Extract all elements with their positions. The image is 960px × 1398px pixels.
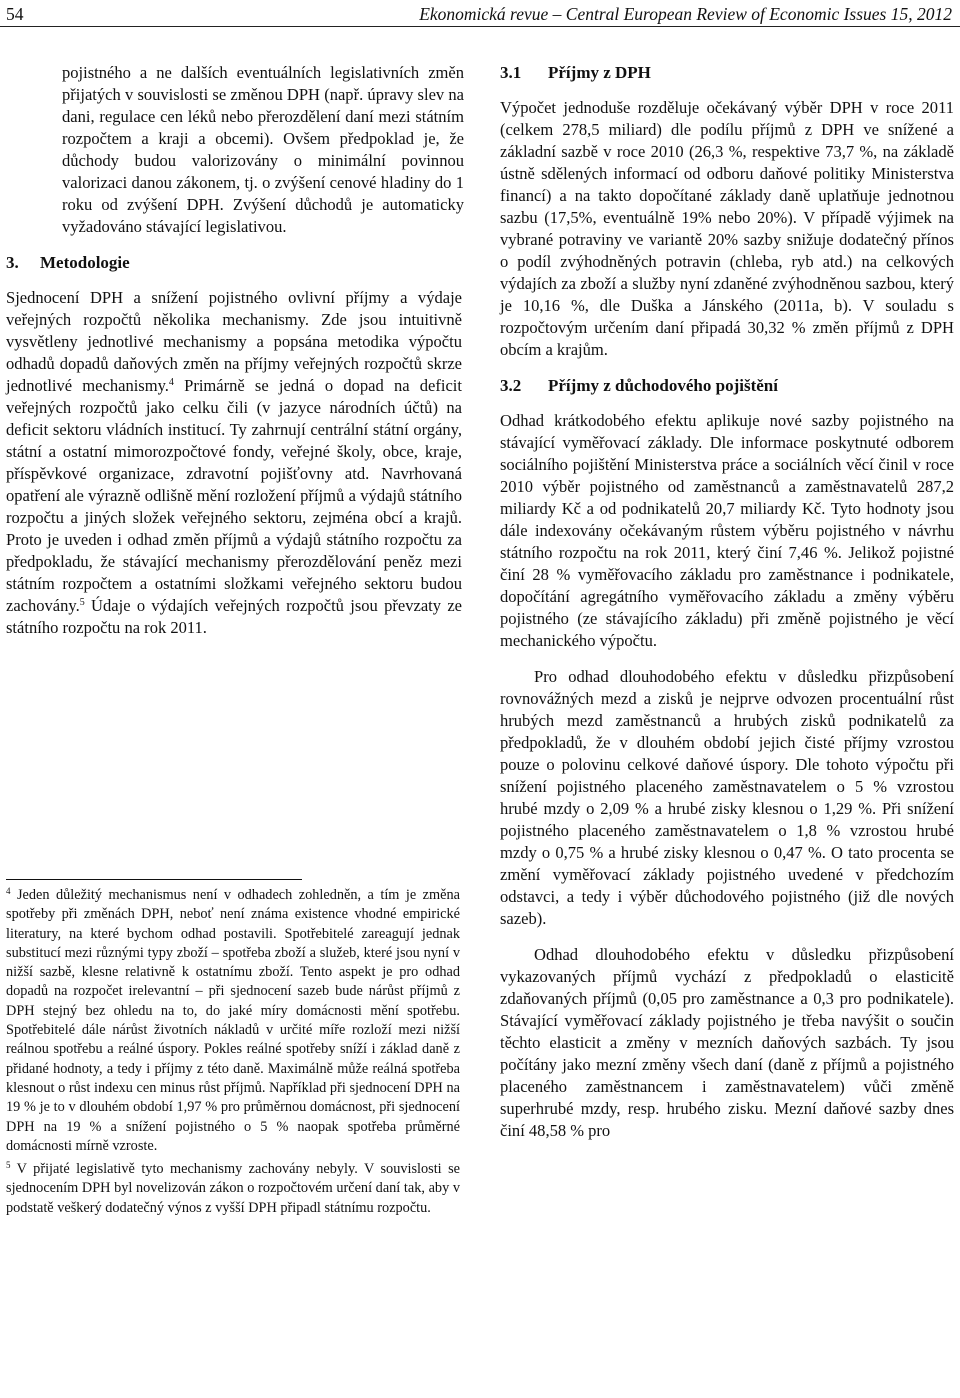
footnote-text: V přijaté legislativě tyto mechanismy zachovány nebyly. V souvislosti se sjednocením DPH byl novelizován zákon o rozpočtovém určení daní tak, aby v podstatě veškerý dodatečný výnos z vyšší DPH připadl státnímu rozpočtu. bbox=[6, 1161, 460, 1216]
section-3-2-heading bbox=[500, 375, 954, 397]
section-3-1-heading bbox=[500, 62, 954, 84]
header-rule bbox=[0, 26, 960, 27]
footnotes bbox=[6, 886, 460, 1222]
right-column bbox=[500, 62, 954, 1142]
footnote-5 bbox=[6, 1160, 460, 1218]
footnote-ref-4[interactable]: 4 bbox=[168, 377, 174, 388]
lead-paragraph: pojistného a ne dalších eventuálních legislativních změn přijatých v souvislosti se změnou DPH (např. úpravy slev na dani, regulace cen léků nebo přerozdělení daní mezi státním rozpočtem a kraji a obcemi). Ovšem předpoklad je, že důchody budou valorizovány o minimální povinnou valorizaci danou zákonem, tj. o zvýšení cenové hladiny do 1 roku od zvýšení DPH. Zvýšení důchodů je automaticky vyžadováno stávající legislativou. bbox=[62, 63, 464, 236]
footnote-4 bbox=[6, 886, 460, 1156]
running-header bbox=[6, 4, 952, 26]
section-3-number: 3. bbox=[6, 253, 19, 272]
footnote-text: Jeden důležitý mechanismus není v odhadech zohledněn, a tím je změna spotřeby při změnách DPH, neboť není známa existence vhodné empirické literatury, na které bychom odhad postavili. Spotřebitelé zareagují jednak substitucí mezi různými typy zboží – spotřeba zboží a služeb, které jsou nyní v nižší sazbě, klesne relativně k ostatnímu zboží. Tento aspekt je pro odhad dopadů na rozpočet irelevantní – při sjednocení sazeb bude nárůst příjmů z DPH stejný bez ohledu na to, do jaké míry domácnosti mění spotřebu. Spotřebitelé dále nárůst životních nákladů v určité míře rozloží mezi nižší reálnou spotřebu a reálné úspory. Pokles reálné spotřeby sníží i základ daně z přidané hodnoty, a tedy i příjmy z této daně. Maximálně může reálná spotřeba klesnout o růst indexu cen minus růst příjmů. Například při sjednocení DPH na 19 % je to v dlouhém období 1,97 % pro průměrnou domácnost, při sjednocení DPH na 19 % a snížení pojistného o 5 % naopak spotřeba průměrné domácnosti mírně vzroste. bbox=[6, 887, 460, 1154]
section-3-title: Metodologie bbox=[40, 253, 130, 272]
methodology-paragraph: Sjednocení DPH a snížení pojistného ovlivní příjmy a výdaje veřejných rozpočtů několika mechanismy. Zde jsou intuitivně vysvětleny jednotlivé mechanismy a popsána metodika výpočtu odhadů dopadů daňových změn na příjmy veřejných rozpočtů skrze jednotlivé mechanismy.$^4$ Primárně se jedná o dopad na deficit veřejných rozpočtů jako celku čili (v jazyce národních účtů) na deficit sektoru vládních institucí. Ty zahrnují centrální státní orgány, státní a ostatní mimorozpočtové fondy, veřejné školy, obce, kraje, příspěvkové organizace, zdravotní pojišťovny atd. Navrhovaná opatření ale výrazně odlišně mění rozložení příjmů a výdajů státního rozpočtu a jiných složek veřejného sektoru, zejména obcí a krajů. Proto je uveden i odhad změn příjmů a výdajů státního rozpočtu za předpokladu, že stávající mechanismy přerozdělování peněz mezi státním rozpočtem a ostatními složkami veřejného sektoru budou zachovány.$^5$ Údaje o výdajích veřejných rozpočtů jsou převzaty ze státního rozpočtu na rok 2011. bbox=[6, 288, 462, 637]
section-3-2-number: 3.2 bbox=[500, 376, 522, 395]
pension-paragraph-1: Odhad krátkodobého efektu aplikuje nové sazby pojistného na stávající vyměřovací základy. Dle informace poskytnuté odborem sociálního pojištění Ministerstva práce a sociálních věcí činil v roce 2010 výběr pojistného od zaměstnanců a zaměstnavatelů 287,2 miliardy Kč a od podnikatelů 20,7 miliardy Kč. Tyto hodnoty jsou dále indexovány očekávaným růstem výběru pojistného v návrhu státního rozpočtu na rok 2011, který činí 7,46 %. Jelikož pojistné činí 28 % vyměřovacího základu pro zaměstnance i podnikatele, dopočítání agregátního vyměřovacího základu a změny výběru pojistného (ze stávajícího základu) při změně pojistného je věcí mechanického výpočtu. bbox=[500, 411, 954, 650]
footnote-ref-5[interactable]: 5 bbox=[79, 597, 85, 608]
journal-title: Ekonomická revue – Central European Review of Economic Issues 15, 2012 bbox=[419, 4, 952, 24]
pension-paragraph-3: Odhad dlouhodobého efektu v důsledku přizpůsobení vykazovaných příjmů vychází z předpokladů o elasticitě zdaňovaných příjmů (0,05 pro zaměstnance a 0,3 pro podnikatele). Stávající vyměřovací základy pojistného je třeba navýšit o součin těchto elasticit a změny v mezních daňových sazbách. Ty jsou počítány jako mezní změny všech daní (daně z příjmů a pojistného placeného zaměstnancem i zaměstnavatelem) vůči změně superhrubé mzdy, resp. hrubého zisku. Mezní daňové sazby dnes činí 48,58 % pro bbox=[500, 945, 954, 1140]
vat-paragraph: Výpočet jednoduše rozděluje očekávaný výběr DPH v roce 2011 (celkem 278,5 miliard) dle podílu příjmů z DPH ve snížené a základní sazbě v roce 2010 (26,3 %, respektive 73,7 %, na základě ústně sdělených informací od odboru daňové politiky Ministerstva financí) a na takto dopočítané základy daně uplatňuje jednotnou sazbu (17,5%, eventuálně 19% nebo 20%). V případě výjimek na vybrané potraviny ve variantě 20% sazby snižuje dodatečný přínos o podíl zvýhodněných potravin (chleba, ryb atd.) na celkových výdajích za zboží a služby nyní zdaněné zvýhodněnou sazbou, který je 10,16 %, dle Duška a Jánského (2011a, b). V souladu s rozpočtovým určením daní připadá 30,32 % změn příjmů z DPH obcím a krajům. bbox=[500, 98, 954, 359]
page-number: 54 bbox=[6, 4, 24, 24]
section-3-2-title: Příjmy z důchodového pojištění bbox=[548, 376, 778, 395]
pension-paragraph-2: Pro odhad dlouhodobého efektu v důsledku přizpůsobení rovnovážných mezd a zisků je nejprve odvozen procentuální růst hrubých mezd zaměstnanců a hrubých zisků podnikatelů za předpokladů, že v dlouhém období jejich čisté příjmy vzrostou pouze o polovinu celkové daňové úspory. Dle tohoto výpočtu při snížení pojistného placeného zaměstnavatelem o 5 % vzrostou hrubé mzdy o 2,09 % a hrubé zisky klesnou o 1,29 %. Při snížení pojistného placeného zaměstnavatelem o 1,8 % vzrostou hrubé mzdy o 0,75 % a hrubé zisky klesnou o 0,47 %. O tato procenta se změní vyměřovací základy pojistného uvedené v předchozím odstavci, a tedy i výběr důchodového pojistného (již dle nových sazeb). bbox=[500, 667, 954, 928]
section-3-1-title: Příjmy z DPH bbox=[548, 63, 651, 82]
left-column bbox=[6, 62, 462, 639]
footnote-mark: 5 bbox=[6, 1160, 11, 1171]
footnote-separator bbox=[6, 879, 302, 880]
section-3-heading bbox=[6, 252, 462, 274]
footnote-mark: 4 bbox=[6, 886, 11, 896]
section-3-1-number: 3.1 bbox=[500, 63, 522, 82]
